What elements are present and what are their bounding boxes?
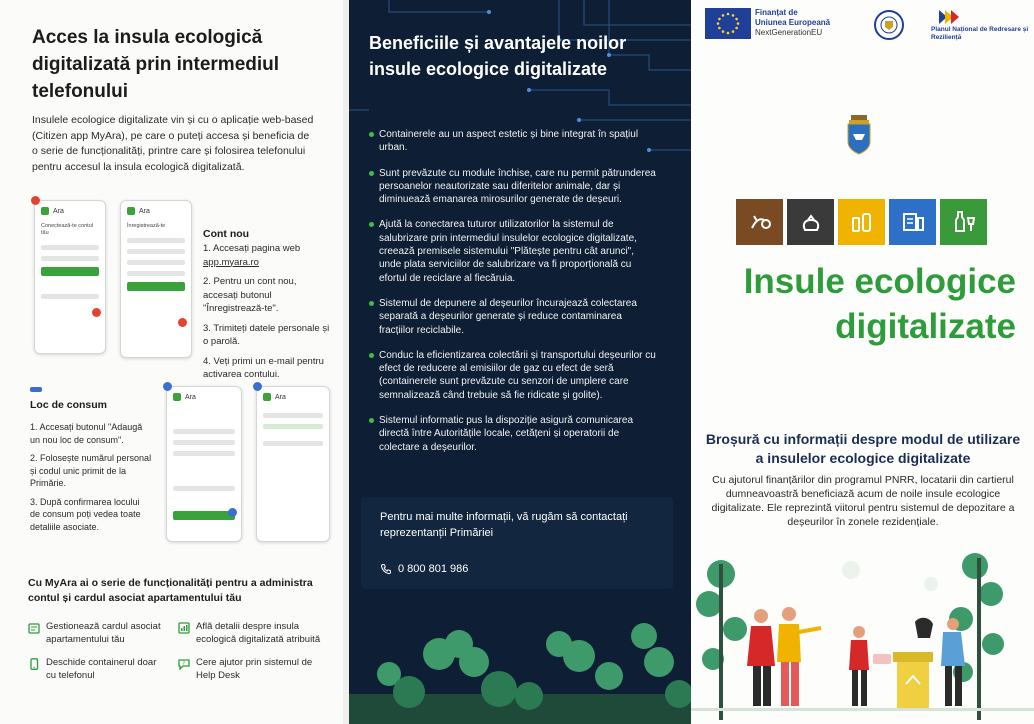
phone-header	[167, 387, 241, 407]
phone-field	[127, 238, 185, 243]
eu-flag-icon	[705, 8, 751, 39]
benefit-item: Conduc la eficientizarea colectării și transportului deșeurilor cu efect de reducere al emisiilor de gaz cu efect de seră (containerele sunt prevăzute cu senzori de umplere care semnalizează când trebuie să fie ridicate și golite).	[367, 349, 657, 402]
bin-plastic-metal	[837, 198, 886, 246]
pnrr-logo-icon	[939, 10, 959, 24]
feature-text: Deschide containerul doar cu telefonul	[46, 657, 157, 681]
feature-text: Gestionează cardul asociat apartamentului tău	[46, 621, 161, 645]
food-waste-icon	[746, 210, 774, 234]
step-item: 2. Pentru un cont nou, accesați butonul "Înregistrează-te".	[203, 276, 297, 314]
step-item	[203, 242, 333, 269]
myara-link[interactable]: app.myara.ro	[203, 256, 259, 268]
phone-field	[41, 245, 99, 250]
phone-login-button	[41, 267, 99, 276]
city-coat-of-arms-icon	[843, 112, 875, 156]
phone-header	[257, 387, 329, 407]
step-marker-icon	[178, 318, 187, 327]
eu-line3: NextGenerationEU	[755, 28, 823, 37]
phone-brand: Ara	[185, 393, 196, 401]
step-marker-icon	[92, 308, 101, 317]
phone-field	[173, 429, 235, 434]
glass-bottle-icon	[950, 210, 978, 234]
phone-number: 0 800 801 986	[398, 563, 469, 575]
eu-stars-icon	[705, 8, 751, 39]
feature-help-desk	[178, 657, 330, 682]
eu-line1: Finanțat de	[755, 8, 798, 17]
phone-login-text: Conectează-te contul tău	[41, 223, 93, 236]
paper-icon	[899, 210, 927, 234]
phone-icon	[28, 658, 40, 670]
phone-register-text: Înregistrează-te	[127, 223, 166, 229]
feature-text: Cere ajutor prin sistemul de Help Desk	[196, 657, 313, 681]
feature-text: Află detalii despre insula ecologică digitalizată atribuită	[196, 621, 321, 645]
contact-phone[interactable]	[380, 563, 468, 575]
phone-login-screen	[34, 200, 106, 354]
ara-logo-icon	[41, 207, 49, 215]
benefit-item: Sistemul de depunere al deșeurilor încurajează colectarea separată a deșeurilor generate și reduce contaminarea fracțiilor reciclabile.	[367, 297, 657, 337]
phone-handset-icon	[380, 563, 392, 575]
phone-field	[41, 294, 99, 299]
step-marker-icon	[253, 382, 262, 391]
left-title: Acces la insula ecologică digitalizată prin intermediul telefonului	[32, 27, 280, 102]
phone-location-screen	[166, 386, 242, 542]
chat-help-icon	[178, 658, 190, 670]
feature-island-details	[178, 621, 330, 646]
brosura-text: Cu ajutorul finanțărilor din programul PNRR, locatarii din cartierul dumneavoastră beneficiază acum de noile insule ecologice digitalizate. Ele reprezintă viitorul pentru sistemul de depozitare a deșeurilor în zonele rezidențiale.	[711, 474, 1015, 528]
eu-funding-text	[755, 8, 830, 38]
benefit-item: Ajută la conectarea tuturor utilizatorilor la sistemul de salubrizare prin intermediul insulelor ecologice digitalizate, creează premisele sistemului "Plătește pentru cât arunci", unde plata serviciilor de salubrizare va fi proporțională cu efortul de reciclare al fiecăruia.	[367, 218, 657, 284]
functionalitati-title: Cu MyAra ai o serie de funcționalități pentru a administra contul și cardul asociat apartamentului tău	[28, 577, 313, 604]
ara-logo-icon	[127, 207, 135, 215]
phone-field	[173, 451, 235, 456]
phone-brand: Ara	[275, 393, 286, 401]
phone-register-button	[127, 282, 185, 291]
bin-residual	[786, 198, 835, 246]
people-recycling-illustration	[691, 544, 1034, 724]
right-panel	[691, 0, 1034, 724]
card-icon	[28, 622, 40, 634]
cont-nou-title: Cont nou	[203, 228, 250, 240]
phone-field	[263, 424, 323, 429]
phone-field	[263, 413, 323, 418]
phone-field	[127, 249, 185, 254]
contact-box	[361, 497, 673, 589]
phone-field	[263, 441, 323, 446]
step-item: 4. Veți primi un e-mail pentru activarea contului.	[203, 355, 324, 380]
main-title-line2: digitalizate	[835, 307, 1016, 346]
step-item: 3. Trimiteți datele personale și o parolă.	[203, 322, 330, 347]
contact-text: Pentru mai multe informații, vă rugăm să contactați reprezentanții Primăriei	[380, 511, 628, 539]
ara-logo-icon	[173, 393, 181, 401]
brosura-title: Broșură cu informații despre modul de utilizare a insulelor ecologice digitalizate	[705, 431, 1021, 466]
phone-brand: Ara	[139, 207, 150, 215]
bin-paper	[888, 198, 937, 246]
loc-consum-steps	[30, 421, 152, 539]
benefit-item: Sunt prevăzute cu module închise, care nu permit pătrunderea persoanelor neautorizate sau diferitelor animale, dar și diminuează emanarea mirosurilor generate de deșeuri.	[367, 167, 657, 207]
trees-illustration	[349, 614, 691, 724]
phone-brand: Ara	[53, 207, 64, 215]
step-item: 2. Folosește numărul personal și codul unic primit de la Primărie.	[30, 453, 152, 488]
government-seal-icon	[874, 10, 904, 40]
phone-details-screen	[256, 386, 330, 542]
eu-line2: Uniunea Europeană	[755, 18, 831, 27]
step-marker-icon	[31, 196, 40, 205]
phone-register-screen	[120, 200, 192, 358]
step-marker-icon	[163, 382, 172, 391]
phone-field	[173, 486, 235, 491]
step-item: 1. Accesați butonul "Adaugă un nou loc de consum".	[30, 422, 143, 445]
chart-icon	[178, 622, 190, 634]
phone-field	[127, 271, 185, 276]
feature-card-management	[28, 621, 168, 646]
middle-panel	[349, 0, 691, 724]
pnrr-text: Planul Național de Redresare și Reziliență	[931, 26, 1029, 41]
bottle-can-icon	[848, 210, 876, 234]
benefits-title: Beneficiile și avantajele noilor insule ecologice digitalizate	[369, 33, 627, 79]
phone-header	[35, 201, 105, 221]
phone-field	[173, 440, 235, 445]
loc-consum-title: Loc de consum	[30, 399, 108, 411]
step-text: 1. Accesați pagina web	[203, 243, 301, 254]
phone-header	[121, 201, 191, 221]
benefit-item: Sistemul informatic pus la dispoziție asigură comunicarea directă între Autoritățile locale, cetățeni și operatorii de colectare a deșeurilor.	[367, 414, 657, 454]
step-item: 3. După confirmarea locului de consum poți vedea toate detaliile asociate.	[30, 496, 141, 532]
cont-nou-steps	[203, 242, 333, 388]
benefit-item: Containerele au un aspect estetic și bine integrat în spațiul urban.	[367, 128, 657, 155]
bin-organic	[735, 198, 784, 246]
phone-field	[41, 256, 99, 261]
main-title-line1: Insule ecologice	[743, 262, 1016, 301]
benefits-list	[367, 128, 657, 466]
ara-logo-icon	[263, 393, 271, 401]
left-panel	[0, 0, 343, 724]
feature-open-container	[28, 657, 168, 682]
bin-glass	[939, 198, 988, 246]
trash-bag-icon	[797, 210, 825, 234]
section-marker-icon	[30, 387, 42, 392]
waste-bins-row	[735, 198, 988, 246]
phone-confirm-button	[173, 511, 235, 520]
phone-field	[127, 260, 185, 265]
svg-text:?: ?	[182, 661, 186, 667]
left-intro: Insulele ecologice digitalizate vin și cu o aplicație web-based (Citizen app MyAra), pe care o puteți accesa și beneficia de o serie de funcționalități, printre care și folosirea telefonului pentru accesul la insula ecologică digitalizată.	[32, 114, 314, 173]
step-marker-icon	[228, 508, 237, 517]
